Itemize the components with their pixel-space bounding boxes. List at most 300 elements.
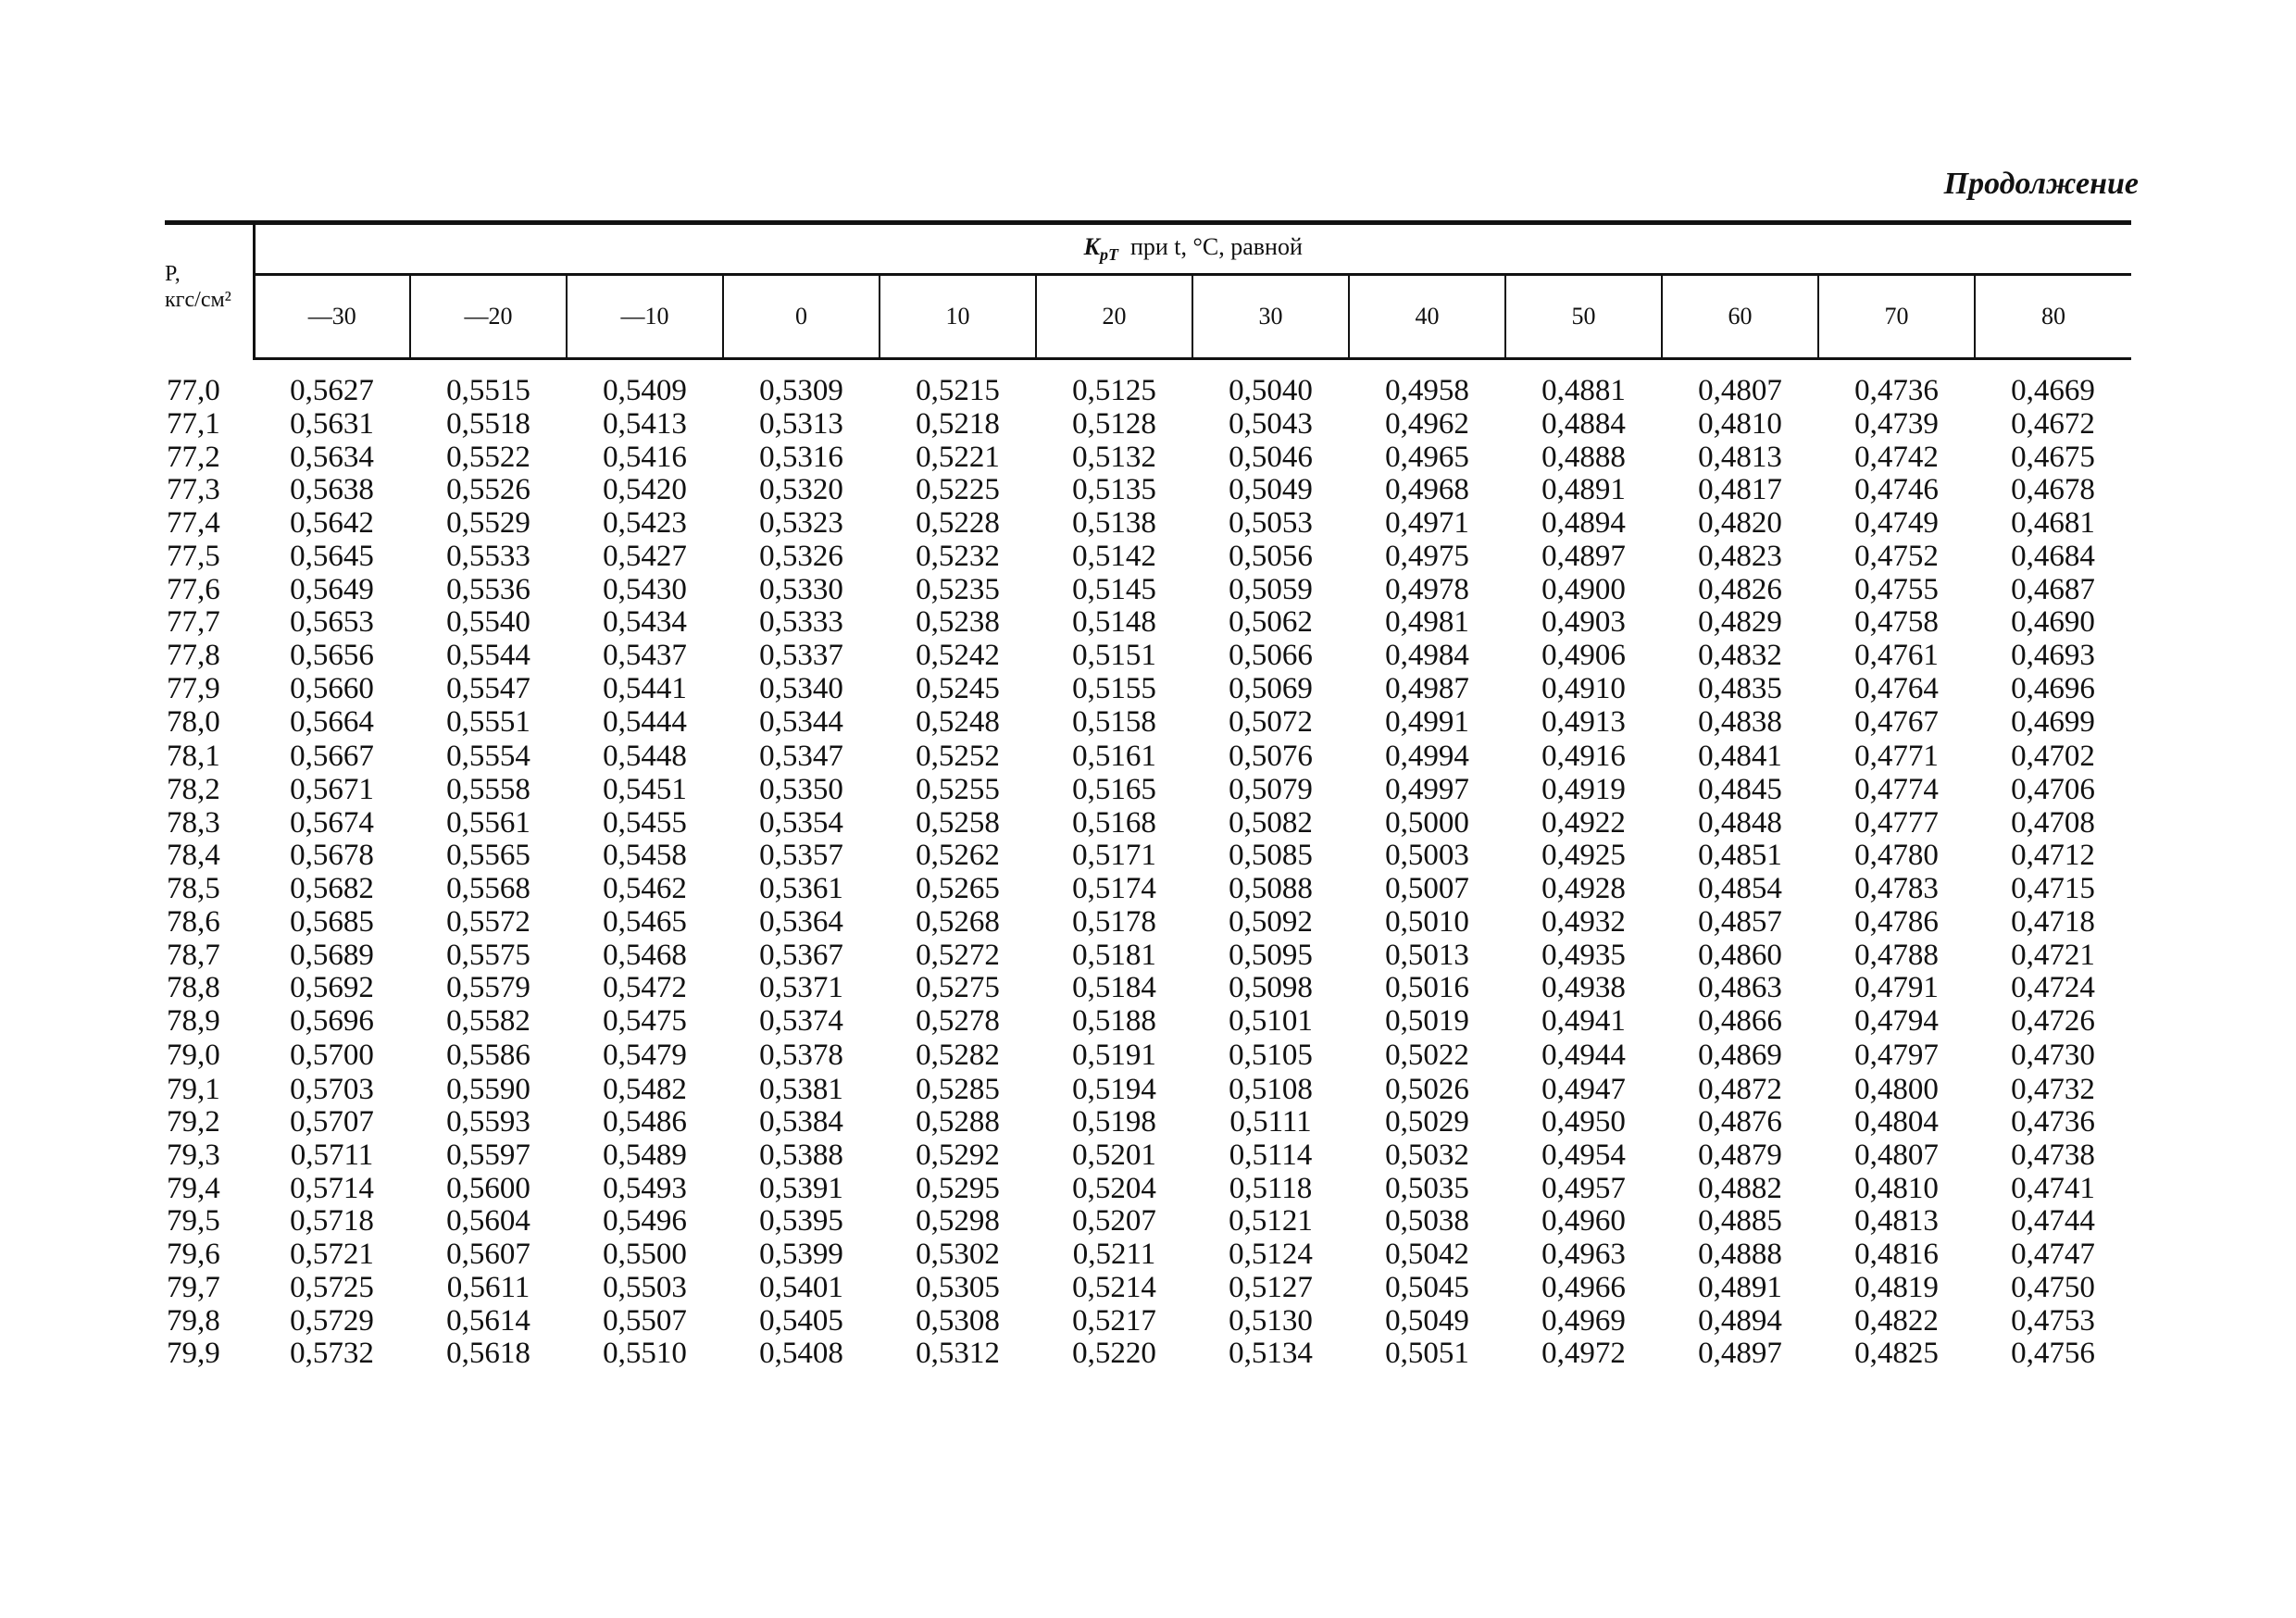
krt-value-cell: 0,5489: [603, 1139, 687, 1173]
krt-value-cell: 0,5479: [603, 1038, 687, 1072]
krt-value-cell: 0,5235: [916, 572, 1000, 606]
krt-value-cell: 0,5312: [916, 1337, 1000, 1371]
krt-value-cell: 0,5092: [1229, 904, 1313, 939]
krt-value-cell: 0,4807: [1698, 374, 1782, 408]
krt-value-cell: 0,4981: [1385, 605, 1469, 640]
krt-value-cell: 0,5221: [916, 440, 1000, 474]
pressure-cell: 77,4: [167, 506, 220, 541]
krt-value-cell: 0,4672: [2011, 407, 2095, 441]
krt-value-cell: 0,5232: [916, 539, 1000, 573]
krt-value-cell: 0,5572: [446, 904, 530, 939]
krt-value-cell: 0,5323: [759, 506, 843, 541]
krt-value-cell: 0,5703: [290, 1072, 374, 1106]
krt-value-cell: 0,4750: [2011, 1270, 2095, 1304]
krt-value-cell: 0,5046: [1229, 440, 1313, 474]
krt-value-cell: 0,4826: [1698, 572, 1782, 606]
krt-value-cell: 0,5631: [290, 407, 374, 441]
krt-value-cell: 0,5132: [1072, 440, 1156, 474]
krt-value-cell: 0,5423: [603, 506, 687, 541]
krt-value-cell: 0,5181: [1072, 938, 1156, 972]
krt-value-cell: 0,5108: [1229, 1072, 1313, 1106]
krt-value-cell: 0,5045: [1385, 1270, 1469, 1304]
krt-table-container: [165, 220, 2131, 1371]
krt-value-cell: 0,4947: [1541, 1072, 1626, 1106]
table-row: [165, 474, 2131, 507]
krt-value-cell: 0,5333: [759, 605, 843, 640]
krt-value-cell: 0,5211: [1072, 1238, 1156, 1272]
krt-value-cell: 0,5013: [1385, 938, 1469, 972]
pressure-cell: 77,5: [167, 539, 220, 573]
krt-value-cell: 0,5472: [603, 971, 687, 1005]
krt-value-cell: 0,5547: [446, 671, 530, 705]
krt-value-cell: 0,5145: [1072, 572, 1156, 606]
krt-value-cell: 0,5308: [916, 1303, 1000, 1338]
krt-value-cell: 0,5611: [446, 1270, 530, 1304]
pressure-cell: 78,2: [167, 773, 220, 807]
krt-value-cell: 0,5337: [759, 638, 843, 672]
krt-value-cell: 0,5016: [1385, 971, 1469, 1005]
table-row: [165, 1139, 2131, 1173]
krt-caption: при t, °С, равной: [1129, 232, 1303, 260]
krt-value-cell: 0,4954: [1541, 1139, 1626, 1173]
krt-value-cell: 0,5441: [603, 671, 687, 705]
krt-value-cell: 0,4721: [2011, 938, 2095, 972]
krt-value-cell: 0,4876: [1698, 1105, 1782, 1139]
krt-value-cell: 0,4739: [1854, 407, 1939, 441]
krt-value-cell: 0,5590: [446, 1072, 530, 1106]
krt-value-cell: 0,5007: [1385, 872, 1469, 906]
krt-value-cell: 0,4715: [2011, 872, 2095, 906]
krt-value-cell: 0,4791: [1854, 971, 1939, 1005]
krt-value-cell: 0,4702: [2011, 740, 2095, 774]
krt-value-cell: 0,4736: [2011, 1105, 2095, 1139]
krt-value-cell: 0,5718: [290, 1204, 374, 1238]
krt-value-cell: 0,5671: [290, 773, 374, 807]
krt-value-cell: 0,5128: [1072, 407, 1156, 441]
krt-value-cell: 0,4800: [1854, 1072, 1939, 1106]
krt-value-cell: 0,5313: [759, 407, 843, 441]
krt-value-cell: 0,5732: [290, 1337, 374, 1371]
krt-value-cell: 0,4848: [1698, 805, 1782, 840]
krt-value-cell: 0,5134: [1229, 1337, 1313, 1371]
krt-value-cell: 0,4916: [1541, 740, 1626, 774]
krt-value-cell: 0,5656: [290, 638, 374, 672]
krt-value-cell: 0,4804: [1854, 1105, 1939, 1139]
krt-value-cell: 0,5614: [446, 1303, 530, 1338]
krt-value-cell: 0,5388: [759, 1139, 843, 1173]
krt-value-cell: 0,4835: [1698, 671, 1782, 705]
krt-value-cell: 0,5399: [759, 1238, 843, 1272]
krt-value-cell: 0,5217: [1072, 1303, 1156, 1338]
krt-value-cell: 0,4741: [2011, 1171, 2095, 1205]
krt-value-cell: 0,5575: [446, 938, 530, 972]
krt-value-cell: 0,5649: [290, 572, 374, 606]
krt-value-cell: 0,5729: [290, 1303, 374, 1338]
table-body: [165, 359, 2131, 1371]
krt-value-cell: 0,5586: [446, 1038, 530, 1072]
krt-value-cell: 0,4888: [1541, 440, 1626, 474]
krt-value-cell: 0,4882: [1698, 1171, 1782, 1205]
krt-value-cell: 0,5282: [916, 1038, 1000, 1072]
krt-value-cell: 0,5600: [446, 1171, 530, 1205]
krt-value-cell: 0,5340: [759, 671, 843, 705]
krt-value-cell: 0,5268: [916, 904, 1000, 939]
table-row: [165, 1005, 2131, 1039]
krt-value-cell: 0,4708: [2011, 805, 2095, 840]
table-row: [165, 1205, 2131, 1238]
pressure-cell: 79,0: [167, 1038, 220, 1072]
krt-value-cell: 0,4958: [1385, 374, 1469, 408]
krt-value-cell: 0,5201: [1072, 1139, 1156, 1173]
table-header: [165, 223, 2131, 359]
krt-value-cell: 0,5496: [603, 1204, 687, 1238]
pressure-cell: 78,6: [167, 904, 220, 939]
krt-value-cell: 0,5618: [446, 1337, 530, 1371]
table-row: [165, 705, 2131, 741]
krt-value-cell: 0,5430: [603, 572, 687, 606]
krt-value-cell: 0,5642: [290, 506, 374, 541]
krt-value-cell: 0,4841: [1698, 740, 1782, 774]
pressure-cell: 78,3: [167, 805, 220, 840]
krt-value-cell: 0,5475: [603, 1003, 687, 1038]
temperature-header-row: [165, 275, 2131, 359]
pressure-cell: 78,8: [167, 971, 220, 1005]
krt-value-cell: 0,5155: [1072, 671, 1156, 705]
krt-value-cell: 0,5174: [1072, 872, 1156, 906]
pressure-cell: 77,7: [167, 605, 220, 640]
pressure-cell: 79,4: [167, 1171, 220, 1205]
krt-value-cell: 0,5434: [603, 605, 687, 640]
pressure-cell: 78,1: [167, 740, 220, 774]
krt-value-cell: 0,4786: [1854, 904, 1939, 939]
krt-value-cell: 0,5540: [446, 605, 530, 640]
krt-value-cell: 0,5326: [759, 539, 843, 573]
temperature-header: 50: [1505, 275, 1662, 359]
krt-value-cell: 0,5142: [1072, 539, 1156, 573]
krt-value-cell: 0,4807: [1854, 1139, 1939, 1173]
krt-value-cell: 0,5653: [290, 605, 374, 640]
krt-value-cell: 0,5121: [1229, 1204, 1313, 1238]
krt-value-cell: 0,5465: [603, 904, 687, 939]
krt-value-cell: 0,5105: [1229, 1038, 1313, 1072]
krt-value-cell: 0,5638: [290, 473, 374, 507]
krt-value-cell: 0,4736: [1854, 374, 1939, 408]
krt-value-cell: 0,5228: [916, 506, 1000, 541]
krt-value-cell: 0,5667: [290, 740, 374, 774]
krt-value-cell: 0,5124: [1229, 1238, 1313, 1272]
krt-value-cell: 0,5330: [759, 572, 843, 606]
krt-value-cell: 0,4925: [1541, 839, 1626, 873]
pressure-cell: 77,2: [167, 440, 220, 474]
krt-value-cell: 0,5042: [1385, 1238, 1469, 1272]
temperature-header: —20: [410, 275, 567, 359]
temperature-header: 0: [723, 275, 880, 359]
krt-value-cell: 0,4699: [2011, 705, 2095, 740]
krt-value-cell: 0,5248: [916, 705, 1000, 740]
table-row: [165, 840, 2131, 873]
table-row: [165, 507, 2131, 541]
krt-value-cell: 0,5053: [1229, 506, 1313, 541]
krt-value-cell: 0,5184: [1072, 971, 1156, 1005]
krt-value-cell: 0,4963: [1541, 1238, 1626, 1272]
table-row: [165, 1039, 2131, 1074]
krt-value-cell: 0,5604: [446, 1204, 530, 1238]
krt-value-cell: 0,4726: [2011, 1003, 2095, 1038]
krt-value-cell: 0,5101: [1229, 1003, 1313, 1038]
krt-value-cell: 0,5500: [603, 1238, 687, 1272]
krt-subscript: pT: [1099, 245, 1118, 265]
pressure-cell: 78,9: [167, 1003, 220, 1038]
krt-value-cell: 0,4991: [1385, 705, 1469, 740]
pressure-cell: 77,0: [167, 374, 220, 408]
table-row: [165, 1074, 2131, 1107]
table-row: [165, 1338, 2131, 1371]
krt-value-cell: 0,4869: [1698, 1038, 1782, 1072]
krt-value-cell: 0,5072: [1229, 705, 1313, 740]
krt-value-cell: 0,4718: [2011, 904, 2095, 939]
krt-value-cell: 0,5242: [916, 638, 1000, 672]
krt-value-cell: 0,5371: [759, 971, 843, 1005]
krt-value-cell: 0,5486: [603, 1105, 687, 1139]
krt-group-header: [254, 223, 2131, 275]
krt-value-cell: 0,4987: [1385, 671, 1469, 705]
krt-value-cell: 0,5059: [1229, 572, 1313, 606]
krt-value-cell: 0,5062: [1229, 605, 1313, 640]
krt-value-cell: 0,5111: [1229, 1105, 1312, 1139]
krt-value-cell: 0,4851: [1698, 839, 1782, 873]
krt-value-cell: 0,5405: [759, 1303, 843, 1338]
krt-value-cell: 0,5292: [916, 1139, 1000, 1173]
table-row: [165, 774, 2131, 807]
temperature-header: 30: [1192, 275, 1349, 359]
krt-value-cell: 0,5437: [603, 638, 687, 672]
table-row: [165, 606, 2131, 640]
krt-value-cell: 0,4919: [1541, 773, 1626, 807]
krt-value-cell: 0,4746: [1854, 473, 1939, 507]
krt-value-cell: 0,5420: [603, 473, 687, 507]
krt-value-cell: 0,4823: [1698, 539, 1782, 573]
krt-value-cell: 0,4794: [1854, 1003, 1939, 1038]
krt-value-cell: 0,5258: [916, 805, 1000, 840]
krt-value-cell: 0,5265: [916, 872, 1000, 906]
krt-value-cell: 0,4678: [2011, 473, 2095, 507]
krt-value-cell: 0,4910: [1541, 671, 1626, 705]
pressure-cell: 79,7: [167, 1270, 220, 1304]
temperature-header: 20: [1036, 275, 1192, 359]
krt-value-cell: 0,4706: [2011, 773, 2095, 807]
krt-value-cell: 0,5518: [446, 407, 530, 441]
krt-value-cell: 0,4968: [1385, 473, 1469, 507]
krt-value-cell: 0,5165: [1072, 773, 1156, 807]
krt-value-cell: 0,4829: [1698, 605, 1782, 640]
krt-value-cell: 0,4816: [1854, 1238, 1939, 1272]
krt-value-cell: 0,4832: [1698, 638, 1782, 672]
krt-value-cell: 0,5022: [1385, 1038, 1469, 1072]
krt-value-cell: 0,5095: [1229, 938, 1313, 972]
krt-value-cell: 0,5674: [290, 805, 374, 840]
krt-value-cell: 0,4752: [1854, 539, 1939, 573]
krt-value-cell: 0,5409: [603, 374, 687, 408]
krt-value-cell: 0,5188: [1072, 1003, 1156, 1038]
krt-value-cell: 0,5204: [1072, 1171, 1156, 1205]
krt-value-cell: 0,4957: [1541, 1171, 1626, 1205]
krt-value-cell: 0,5245: [916, 671, 1000, 705]
krt-value-cell: 0,5085: [1229, 839, 1313, 873]
krt-value-cell: 0,4891: [1541, 473, 1626, 507]
krt-value-cell: 0,5364: [759, 904, 843, 939]
krt-value-cell: 0,4771: [1854, 740, 1939, 774]
krt-value-cell: 0,4684: [2011, 539, 2095, 573]
krt-value-cell: 0,4788: [1854, 938, 1939, 972]
krt-value-cell: 0,5298: [916, 1204, 1000, 1238]
krt-value-cell: 0,5302: [916, 1238, 1000, 1272]
pressure-cell: 77,6: [167, 572, 220, 606]
krt-value-cell: 0,5561: [446, 805, 530, 840]
krt-value-cell: 0,5275: [916, 971, 1000, 1005]
krt-value-cell: 0,4755: [1854, 572, 1939, 606]
temperature-header: 80: [1975, 275, 2131, 359]
krt-value-cell: 0,5019: [1385, 1003, 1469, 1038]
krt-value-cell: 0,5238: [916, 605, 1000, 640]
krt-value-cell: 0,4687: [2011, 572, 2095, 606]
krt-value-cell: 0,4819: [1854, 1270, 1939, 1304]
krt-value-cell: 0,5408: [759, 1337, 843, 1371]
krt-value-cell: 0,4879: [1698, 1139, 1782, 1173]
table-row: [165, 541, 2131, 574]
krt-value-cell: 0,5607: [446, 1238, 530, 1272]
krt-value-cell: 0,5361: [759, 872, 843, 906]
pressure-cell: 79,5: [167, 1204, 220, 1238]
pressure-cell: 78,4: [167, 839, 220, 873]
table-row: [165, 1305, 2131, 1338]
krt-value-cell: 0,5682: [290, 872, 374, 906]
krt-value-cell: 0,5194: [1072, 1072, 1156, 1106]
pressure-cell: 79,9: [167, 1337, 220, 1371]
krt-value-cell: 0,5493: [603, 1171, 687, 1205]
krt-value-cell: 0,4749: [1854, 506, 1939, 541]
krt-value-cell: 0,4696: [2011, 671, 2095, 705]
krt-value-cell: 0,5427: [603, 539, 687, 573]
table-row: [165, 1106, 2131, 1139]
krt-value-cell: 0,4971: [1385, 506, 1469, 541]
krt-value-cell: 0,5413: [603, 407, 687, 441]
krt-value-cell: 0,5000: [1385, 805, 1469, 840]
krt-value-cell: 0,5198: [1072, 1105, 1156, 1139]
krt-value-cell: 0,4975: [1385, 539, 1469, 573]
krt-value-cell: 0,5010: [1385, 904, 1469, 939]
krt-value-cell: 0,5448: [603, 740, 687, 774]
table-row: [165, 408, 2131, 442]
krt-value-cell: 0,5225: [916, 473, 1000, 507]
krt-value-cell: 0,5482: [603, 1072, 687, 1106]
krt-value-cell: 0,5344: [759, 705, 843, 740]
krt-value-cell: 0,4693: [2011, 638, 2095, 672]
krt-value-cell: 0,4747: [2011, 1238, 2095, 1272]
krt-value-cell: 0,5066: [1229, 638, 1313, 672]
krt-value-cell: 0,4758: [1854, 605, 1939, 640]
krt-value-cell: 0,5207: [1072, 1204, 1156, 1238]
krt-value-cell: 0,4783: [1854, 872, 1939, 906]
krt-value-cell: 0,4681: [2011, 506, 2095, 541]
krt-value-cell: 0,5125: [1072, 374, 1156, 408]
krt-value-cell: 0,4810: [1698, 407, 1782, 441]
table-row: [165, 972, 2131, 1005]
krt-value-cell: 0,5721: [290, 1238, 374, 1272]
krt-value-cell: 0,5468: [603, 938, 687, 972]
krt-value-cell: 0,5568: [446, 872, 530, 906]
krt-value-cell: 0,5558: [446, 773, 530, 807]
krt-value-cell: 0,5161: [1072, 740, 1156, 774]
krt-value-cell: 0,5526: [446, 473, 530, 507]
krt-value-cell: 0,5689: [290, 938, 374, 972]
krt-value-cell: 0,5272: [916, 938, 1000, 972]
krt-value-cell: 0,5707: [290, 1105, 374, 1139]
krt-value-cell: 0,4888: [1698, 1238, 1782, 1272]
krt-value-cell: 0,5285: [916, 1072, 1000, 1106]
pressure-cell: 77,3: [167, 473, 220, 507]
krt-value-cell: 0,5678: [290, 839, 374, 873]
krt-value-cell: 0,5354: [759, 805, 843, 840]
pressure-cell: 77,8: [167, 638, 220, 672]
krt-value-cell: 0,5295: [916, 1171, 1000, 1205]
krt-value-cell: 0,5357: [759, 839, 843, 873]
krt-value-cell: 0,4777: [1854, 805, 1939, 840]
krt-value-cell: 0,5118: [1229, 1171, 1313, 1205]
krt-value-cell: 0,5098: [1229, 971, 1313, 1005]
pressure-cell: 79,2: [167, 1105, 220, 1139]
krt-value-cell: 0,5551: [446, 705, 530, 740]
krt-value-cell: 0,4732: [2011, 1072, 2095, 1106]
krt-value-cell: 0,4881: [1541, 374, 1626, 408]
krt-value-cell: 0,5029: [1385, 1105, 1469, 1139]
krt-value-cell: 0,4997: [1385, 773, 1469, 807]
krt-value-cell: 0,5127: [1229, 1270, 1313, 1304]
krt-value-cell: 0,4894: [1541, 506, 1626, 541]
krt-value-cell: 0,4984: [1385, 638, 1469, 672]
krt-value-cell: 0,5130: [1229, 1303, 1313, 1338]
krt-value-cell: 0,5597: [446, 1139, 530, 1173]
krt-value-cell: 0,4753: [2011, 1303, 2095, 1338]
krt-value-cell: 0,5395: [759, 1204, 843, 1238]
krt-value-cell: 0,4730: [2011, 1038, 2095, 1072]
krt-value-cell: 0,5451: [603, 773, 687, 807]
krt-value-cell: 0,5544: [446, 638, 530, 672]
krt-value-cell: 0,4690: [2011, 605, 2095, 640]
table-row: [165, 673, 2131, 706]
krt-value-cell: 0,5350: [759, 773, 843, 807]
continued-label: Продолжение: [1943, 167, 2139, 201]
pressure-cell: 78,0: [167, 705, 220, 740]
krt-value-cell: 0,5305: [916, 1270, 1000, 1304]
temperature-header: —10: [567, 275, 723, 359]
pressure-column-header: [165, 223, 254, 359]
krt-value-cell: 0,5725: [290, 1270, 374, 1304]
krt-value-cell: 0,5218: [916, 407, 1000, 441]
krt-value-cell: 0,5316: [759, 440, 843, 474]
krt-value-cell: 0,4938: [1541, 971, 1626, 1005]
krt-value-cell: 0,5135: [1072, 473, 1156, 507]
krt-value-cell: 0,5262: [916, 839, 1000, 873]
krt-value-cell: 0,4854: [1698, 872, 1782, 906]
krt-value-cell: 0,4966: [1541, 1270, 1626, 1304]
krt-value-cell: 0,5088: [1229, 872, 1313, 906]
krt-value-cell: 0,5049: [1229, 473, 1313, 507]
krt-value-cell: 0,5158: [1072, 705, 1156, 740]
pressure-cell: 79,1: [167, 1072, 220, 1106]
krt-value-cell: 0,5040: [1229, 374, 1313, 408]
krt-value-cell: 0,5510: [603, 1337, 687, 1371]
krt-value-cell: 0,5049: [1385, 1303, 1469, 1338]
